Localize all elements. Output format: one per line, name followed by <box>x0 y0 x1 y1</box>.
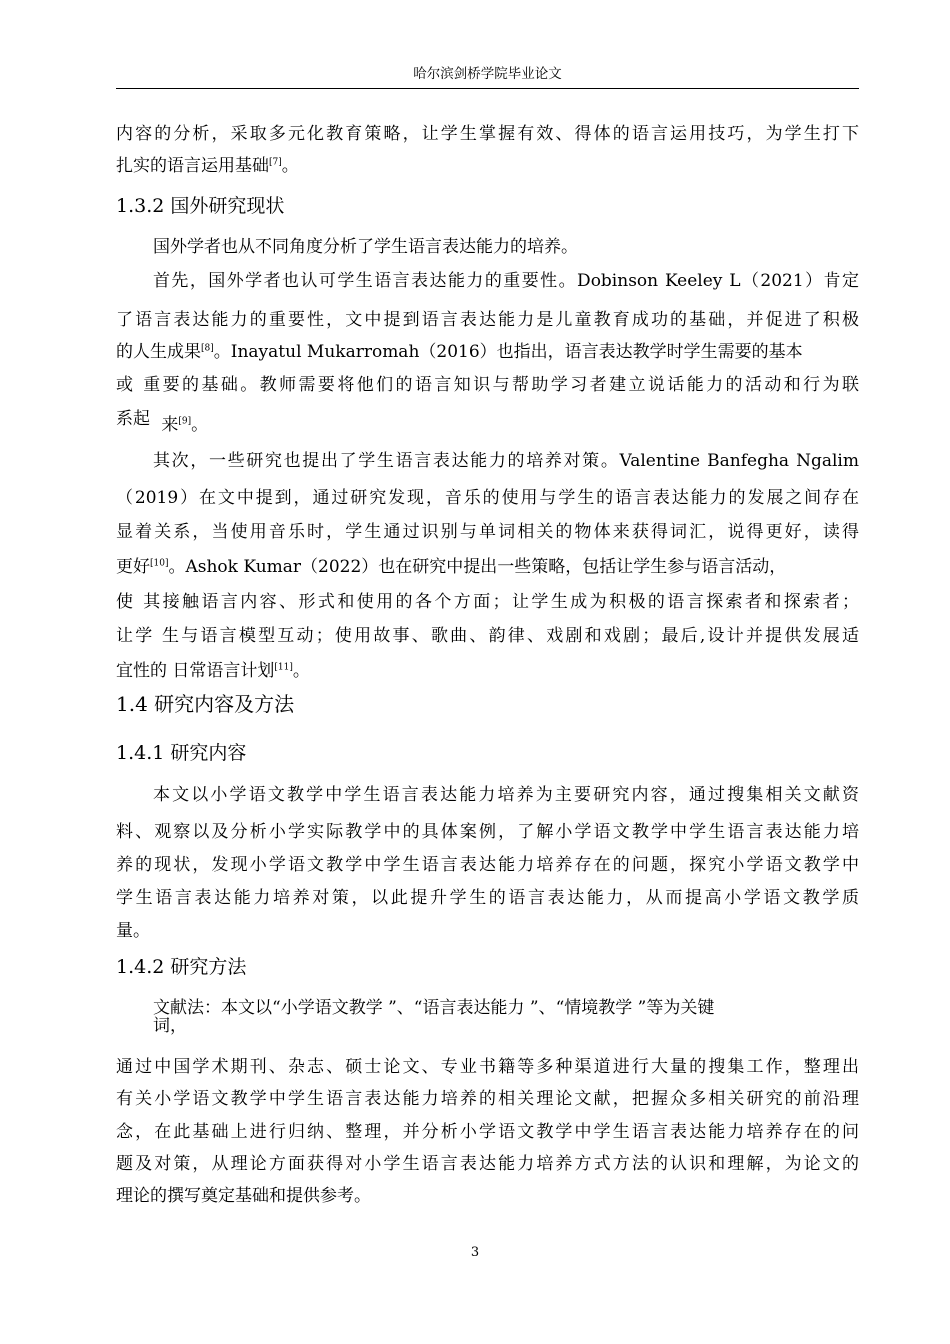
page-number: 3 <box>470 1245 480 1260</box>
section-heading-1-3-2: 1.3.2 国外研究现状 <box>116 195 285 217</box>
body-line: 通过中国学术期刊、杂志、硕士论文、专业书籍等多种渠道进行大量的搜集工作，整理出 <box>116 1057 859 1077</box>
body-line: 本文以小学语文教学中学生语言表达能力培养为主要研究内容，通过搜集相关文献资 <box>153 785 859 805</box>
body-line: 国外学者也从不同角度分析了学生语言表达能力的培养。 <box>153 237 578 257</box>
body-line: 文献法：本文以“小学语文教学 ”、“语言表达能力 ”、“情境教学 ”等为关键 <box>153 998 715 1018</box>
citation-ref: [8] <box>201 343 214 354</box>
body-line: 量。 <box>116 921 150 941</box>
body-line: 词， <box>153 1016 187 1036</box>
line-text: 更好 <box>116 557 150 577</box>
line-text: 。Ashok Kumar（2022）也在研究中提出一些策略，包括让学生参与语言活动， <box>168 557 787 577</box>
citation-ref: [10] <box>150 558 169 569</box>
line-text: 。 <box>292 661 310 681</box>
line-text: 。 <box>191 415 209 435</box>
body-line: 内容的分析，采取多元化教育策略，让学生掌握有效、得体的语言运用技巧，为学生打下 <box>116 124 859 144</box>
body-line <box>116 660 310 682</box>
section-heading-1-4-2: 1.4.2 研究方法 <box>116 956 247 978</box>
citation-ref: [11] <box>274 662 293 673</box>
body-line: 理论的撰写奠定基础和提供参考。 <box>116 1186 371 1206</box>
line-text: 。Inayatul Mukarromah（2016）也指出，语言表达教学时学生需要的基本 <box>213 342 803 362</box>
body-line: 让学 生与语言模型互动；使用故事、歌曲、韵律、戏剧和戏剧；最后,设计并提供发展适 <box>116 626 859 646</box>
body-line: 养的现状，发现小学语文教学中学生语言表达能力培养存在的问题，探究小学语文教学中 <box>116 855 859 875</box>
body-line: 或 重要的基础。教师需要将他们的语言知识与帮助学习者建立说话能力的活动和行为联 <box>116 375 859 395</box>
body-line: 学生语言表达能力培养对策，以此提升学生的语言表达能力，从而提高小学语文教学质 <box>116 888 859 908</box>
body-line: 题及对策，从理论方面获得对小学生语言表达能力培养方式方法的认识和理解，为论文的 <box>116 1154 859 1174</box>
body-line <box>116 408 209 435</box>
body-line: 其次，一些研究也提出了学生语言表达能力的培养对策。Valentine Banfegha Ngalim <box>153 451 859 471</box>
line-text <box>161 415 208 435</box>
citation-ref: [9] <box>178 416 192 427</box>
body-line: 使 其接触语言内容、形式和使用的各个方面；让学生成为积极的语言探索者和探索者； <box>116 592 859 612</box>
body-line: 了语言表达能力的重要性，文中提到语言表达能力是儿童教育成功的基础，并促进了积极 <box>116 310 859 330</box>
body-line: （2019）在文中提到，通过研究发现，音乐的使用与学生的语言表达能力的发展之间存在 <box>116 488 859 508</box>
section-heading-1-4-1: 1.4.1 研究内容 <box>116 742 247 764</box>
body-line: 首先，国外学者也认可学生语言表达能力的重要性。Dobinson Keeley L（2021）肯定 <box>153 271 859 291</box>
body-line: 有关小学语文教学中学生语言表达能力培养的相关理论文献，把握众多相关研究的前沿理 <box>116 1089 859 1109</box>
line-text: 宜性的 日常语言计划 <box>116 661 275 681</box>
line-text: 系起 <box>116 409 150 429</box>
page-header: 哈尔滨剑桥学院毕业论文 <box>116 60 859 89</box>
body-line: 显着关系，当使用音乐时，学生通过识别与单词相关的物体来获得词汇，说得更好，读得 <box>116 522 859 542</box>
line-text: 扎实的语言运用基础 <box>116 156 269 176</box>
citation-ref: [7] <box>269 157 282 168</box>
line-text: 来 <box>161 415 179 435</box>
body-line <box>116 341 803 363</box>
section-heading-1-4: 1.4 研究内容及方法 <box>116 692 295 716</box>
body-line <box>116 155 299 177</box>
line-text: 的人生成果 <box>116 342 201 362</box>
body-line: 念，在此基础上进行归纳、整理，并分析小学语文教学中学生语言表达能力培养存在的问 <box>116 1122 859 1142</box>
body-line: 料、观察以及分析小学实际教学中的具体案例，了解小学语文教学中学生语言表达能力培 <box>116 822 859 842</box>
body-line <box>116 556 786 578</box>
line-text: 。 <box>281 156 299 176</box>
